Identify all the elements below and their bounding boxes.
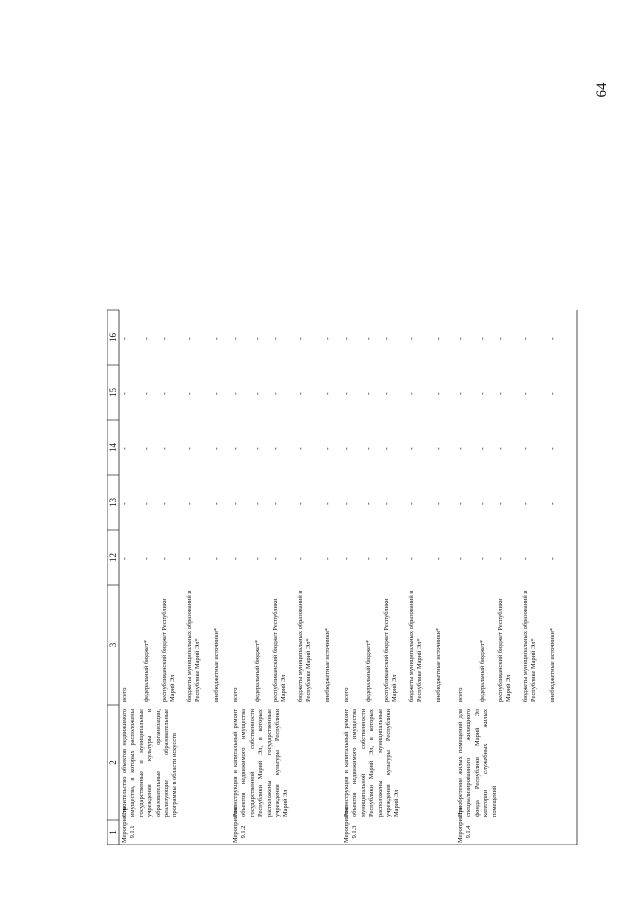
value-dash: - [160,557,169,560]
value-dash: - [120,447,129,450]
value-dash: - [382,557,391,560]
source-label: бюджеты муниципальных образований в Республике Марий Эл* [522,590,538,702]
header-col-13: 13 [108,498,118,507]
value-dash: - [521,392,530,395]
value-dash: - [407,447,416,450]
value-dash: - [342,447,351,450]
value-dash: - [142,392,151,395]
value-dash: - [212,557,221,560]
value-dash: - [323,502,332,505]
value-dash: - [548,447,557,450]
value-dash: - [456,502,465,505]
value-dash: - [271,392,280,395]
header-col-14: 14 [108,443,118,452]
value-dash: - [142,447,151,450]
value-dash: - [253,557,262,560]
value-dash: - [407,557,416,560]
value-dash: - [296,337,305,340]
value-dash: - [160,502,169,505]
source-label: всего [457,687,464,702]
value-dash: - [434,447,443,450]
value-dash: - [323,557,332,560]
value-dash: - [548,502,557,505]
value-dash: - [231,337,240,340]
value-dash: - [231,502,240,505]
value-dash: - [185,392,194,395]
value-dash: - [271,502,280,505]
row-id: Мероприятие 9.1.2 [232,806,248,843]
source-label: всего [121,687,128,702]
value-dash: - [521,447,530,450]
value-dash: - [120,502,129,505]
value-dash: - [185,502,194,505]
value-dash: - [231,447,240,450]
source-label: республиканский бюджет Республики Марий Эл [272,598,288,702]
value-dash: - [120,557,129,560]
value-dash: - [364,337,373,340]
rotated-table [107,110,587,845]
value-dash: - [323,392,332,395]
value-dash: - [271,557,280,560]
row-name: Приобретение жилых помещений для специализированного жилищного фонда Республики Марий Эл категории служебных жилых помещений [457,709,498,817]
page-number: 64 [594,82,610,98]
value-dash: - [342,502,351,505]
value-dash: - [323,337,332,340]
source-label: бюджеты муниципальных образований в Республике Марий Эл* [408,590,424,702]
value-dash: - [407,337,416,340]
source-label: внебюджетные источники* [324,627,331,702]
source-label: федеральный бюджет* [254,639,261,702]
value-dash: - [478,557,487,560]
value-dash: - [142,502,151,505]
value-dash: - [212,392,221,395]
value-dash: - [382,337,391,340]
value-dash: - [478,447,487,450]
value-dash: - [120,337,129,340]
value-dash: - [496,337,505,340]
value-dash: - [296,447,305,450]
value-dash: - [253,502,262,505]
value-dash: - [382,392,391,395]
value-dash: - [364,447,373,450]
value-dash: - [253,337,262,340]
value-dash: - [231,557,240,560]
value-dash: - [548,337,557,340]
value-dash: - [434,557,443,560]
value-dash: - [434,392,443,395]
value-dash: - [142,557,151,560]
header-col-15: 15 [108,388,118,397]
value-dash: - [456,337,465,340]
value-dash: - [496,392,505,395]
source-label: внебюджетные источники* [435,627,442,702]
value-dash: - [478,337,487,340]
header-col-16: 16 [108,333,118,342]
source-label: бюджеты муниципальных образований в Республике Марий Эл* [297,590,313,702]
value-dash: - [548,392,557,395]
value-dash: - [407,502,416,505]
value-dash: - [521,557,530,560]
source-label: всего [232,687,239,702]
value-dash: - [253,392,262,395]
source-label: федеральный бюджет* [365,639,372,702]
value-dash: - [496,557,505,560]
value-dash: - [296,502,305,505]
source-label: всего [343,687,350,702]
value-dash: - [185,337,194,340]
value-dash: - [231,392,240,395]
value-dash: - [364,502,373,505]
value-dash: - [456,447,465,450]
value-dash: - [185,557,194,560]
row-name: Реконструкция и капитальный ремонт объектов недвижимого имущества муниципальной собственности Республики Марий Эл, в которых расположены муниципальные учреждения культуры Республики Марий Эл [343,709,401,817]
row-id: Мероприятие 9.1.3 [343,806,359,843]
value-dash: - [342,392,351,395]
value-dash: - [160,337,169,340]
value-dash: - [478,502,487,505]
value-dash: - [296,557,305,560]
header-col-2: 2 [108,760,118,765]
value-dash: - [120,392,129,395]
value-dash: - [434,337,443,340]
value-dash: - [496,447,505,450]
header-col-1: 1 [108,830,118,835]
source-label: республиканский бюджет Республики Марий Эл [383,598,399,702]
value-dash: - [382,502,391,505]
value-dash: - [364,392,373,395]
value-dash: - [478,392,487,395]
row-name: Строительство объектов недвижимого имущества, в которых расположены государственные и муниципальные учреждения культуры и образовательные организации, реализующие образовательные программы в области искусств [121,709,179,817]
value-dash: - [160,392,169,395]
row-id: Мероприятие 9.1.4 [457,806,473,843]
source-label: бюджеты муниципальных образований в Республике Марий Эл* [186,590,202,702]
value-dash: - [382,447,391,450]
value-dash: - [342,337,351,340]
value-dash: - [434,502,443,505]
source-label: федеральный бюджет* [143,639,150,702]
value-dash: - [185,447,194,450]
value-dash: - [212,502,221,505]
value-dash: - [456,557,465,560]
value-dash: - [521,502,530,505]
value-dash: - [271,337,280,340]
source-label: республиканский бюджет Республики Марий Эл [497,598,513,702]
value-dash: - [496,502,505,505]
value-dash: - [212,447,221,450]
value-dash: - [160,447,169,450]
value-dash: - [342,557,351,560]
source-label: внебюджетные источники* [549,627,556,702]
value-dash: - [212,337,221,340]
header-col-12: 12 [108,553,118,562]
value-dash: - [253,447,262,450]
header-col-3: 3 [108,642,118,648]
row-id: Мероприятие 9.1.1 [121,806,137,843]
source-label: республиканский бюджет Республики Марий Эл [161,598,177,702]
value-dash: - [296,392,305,395]
value-dash: - [142,337,151,340]
value-dash: - [364,557,373,560]
value-dash: - [548,557,557,560]
value-dash: - [323,447,332,450]
value-dash: - [456,392,465,395]
row-name: Реконструкция и капитальный ремонт объектов недвижимого имущества государственной собственности Республики Марий Эл, в которых расположены государственные учреждения культуры Республики Марий Эл [232,709,290,817]
source-label: федеральный бюджет* [479,639,486,702]
value-dash: - [271,447,280,450]
value-dash: - [521,337,530,340]
source-label: внебюджетные источники* [213,627,220,702]
value-dash: - [407,392,416,395]
